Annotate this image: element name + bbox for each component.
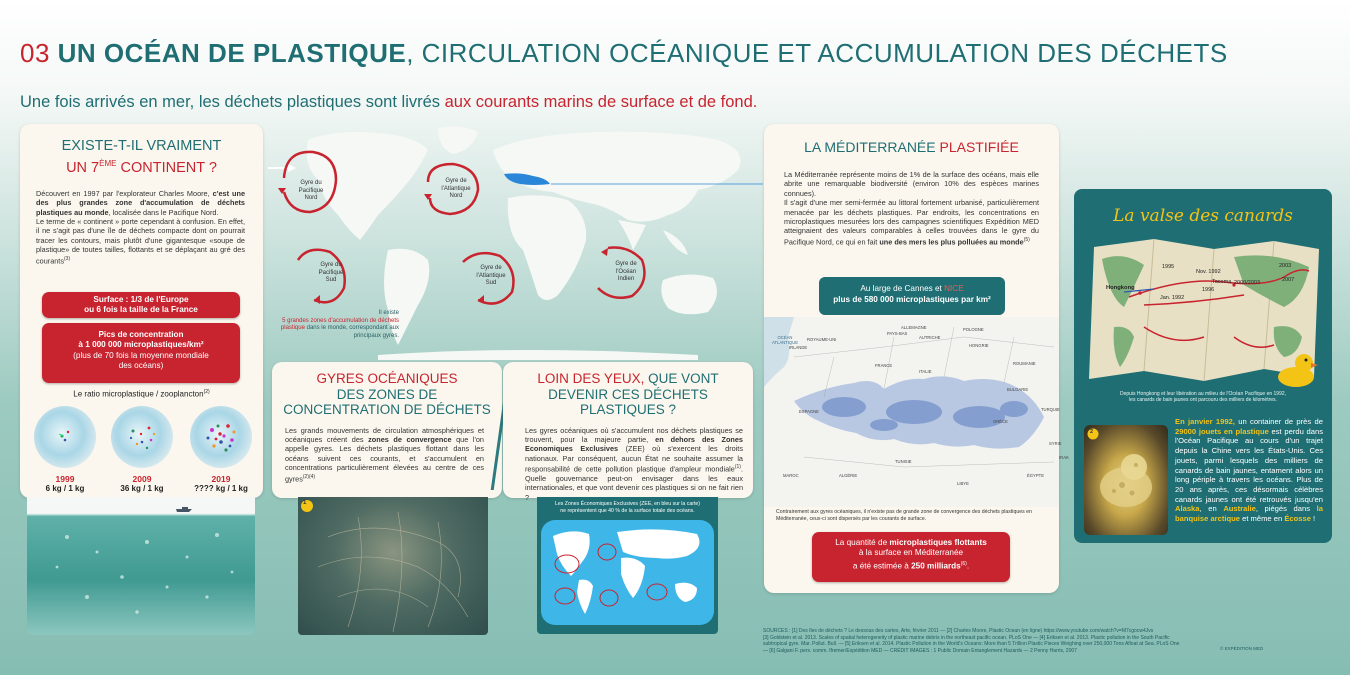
gyres-text-b: zones de convergence — [368, 434, 452, 444]
world-map — [268, 120, 763, 360]
ratio-text: Le ratio microplastique / zooplancton — [73, 389, 204, 399]
duck-text-i: la banquise arctique — [1175, 504, 1323, 524]
plankton-ball-icon — [190, 406, 252, 468]
duck-text-h: , piégés dans — [1255, 504, 1317, 514]
qty-l1a: La quantité de — [835, 538, 890, 547]
loin-text-c: (ZEE) où s'exercent les droits nationaux. Par conséquent, aucun État ne souhaite assumer la responsabilité de cette pollution plastique d'ampleur mondiale — [525, 444, 743, 474]
med-p2 — [784, 198, 1039, 246]
med-p2-b: une des mers les plus polluées au monde — [879, 237, 1024, 247]
label-tacoma: Tacoma — [1212, 279, 1232, 285]
surface-l1: Surface : 1/3 de l'Europe — [93, 295, 189, 304]
loin-text — [525, 426, 743, 503]
sources-line2: [3] Goldstein et al. 2013. Scales of spatial heterogeneity of plastic marine debris in the northeast pacific ocean. PLoS One — [4] Eriksen et al. 2013. Plastic pollution in the South Pacific — [763, 634, 1170, 641]
title-bold: UN OCÉAN DE PLASTIQUE — [57, 38, 407, 68]
p1c: , localisée dans le Pacifique Nord. — [108, 207, 219, 217]
cannes-l1a: Au large de Cannes et — [860, 284, 945, 293]
duck-photo — [1084, 425, 1168, 535]
gyre-line: Indien — [617, 276, 635, 282]
ocean-l1: OCÉAN — [777, 335, 793, 340]
zee-map — [537, 497, 718, 634]
loin-text-a: Les gyres océaniques où s'accumulent nos déchets plastiques se trouvent, pour la majeure partie, — [525, 425, 743, 444]
duck-text-f: , en — [1199, 504, 1224, 514]
loin-title-rest: QUE VONT DEVENIR CES DÉCHETS PLASTIQUES ? — [548, 371, 719, 417]
section-number: 03 — [20, 38, 50, 68]
zee-caption — [537, 501, 718, 514]
loin-title — [503, 371, 753, 418]
underwater-illustration — [27, 497, 255, 635]
gyre-line: Nord — [449, 193, 463, 199]
ratio-2009 — [111, 406, 173, 493]
zee-world-icon — [537, 514, 718, 629]
debris-illustration-icon — [27, 497, 255, 635]
duck-caption-l2: les canards de bain jaunes ont parcouru des milliers de kilomètres. — [1129, 397, 1277, 404]
country-label: ALLEMAGNE — [901, 325, 927, 330]
ratio-1999 — [34, 406, 96, 493]
pic-l4: des océans) — [118, 361, 164, 371]
pic-l3: (plus de 70 fois la moyenne mondiale — [73, 350, 209, 360]
duck-text-d: est perdu dans l'Océan Pacifique au cours d'un trajet depuis la Chine vers les États-Unis. Ces jouets, parmi lesquels des milliers de canards de bain jaunes, entament alors un long périple à travers les océans. Plus de 20 ans après, ces désormais célèbres canards jaunes ont été retrouvés jusqu'en — [1175, 426, 1323, 504]
subtitle-start: Une fois arrivés en mer, les déchets plastiques sont livrés — [20, 93, 441, 111]
ratio-value: 6 kg / 1 kg — [45, 484, 85, 493]
country-label: IRAK — [1059, 455, 1069, 460]
cannes-l1 — [819, 283, 1005, 294]
label-2007: 2007 — [1282, 277, 1295, 283]
duck-text-a: En janvier 1992, — [1175, 417, 1235, 426]
gyre-note — [271, 310, 399, 340]
gyre-label — [466, 265, 516, 288]
sources-line3: subtropical gyre. Mar. Pollut. Bull. — [5] Eriksen et al. 2014. Plastic Pollution in the World's Oceans: More than 5 Trillion Plastic Pieces Weighing over 250,000 Tons Afloat at Sea. PLoS One — [763, 641, 1180, 647]
qty-ref: (6) — [960, 560, 967, 567]
gyre-label — [601, 261, 651, 284]
gyre-line: l'Atlantique — [476, 272, 506, 279]
subtitle-end: aux courants marins de surface et de fond. — [440, 93, 758, 111]
country-label: TURQUIE — [1041, 407, 1060, 412]
gyre-line: Pacifique — [318, 269, 344, 276]
continent-p2 — [36, 217, 245, 265]
gyres-panel — [272, 362, 502, 498]
qty-l1b: microplastiques flottants — [889, 538, 987, 547]
country-label: SYRIE — [1049, 441, 1062, 446]
ratio-year: 2009 — [132, 474, 152, 484]
ghost-net-icon — [298, 497, 488, 635]
zee-caption-l2: ne représentent que 40 % de la surface totale des océans. — [560, 507, 695, 514]
med-p1: La Méditerranée représente moins de 1% de la surface des océans, mais elle abrite une remarquable biodiversité (environ 10% des espèces marines connues). — [784, 170, 1039, 198]
sources-line4: — [6] Galgani F. pers. comm. Ifremer/Expédition MED — CRÉDIT IMAGES : 1 Public Domain Entanglement Hazards — 2 Penny Harris, 2007 — [763, 647, 1077, 654]
country-label: ÉGYPTE — [1027, 473, 1044, 478]
page-subtitle — [20, 93, 757, 112]
country-label: ROUMANIE — [1013, 361, 1036, 366]
gyre-line: Nord — [304, 195, 318, 201]
country-label: PAYS-BAS — [887, 331, 908, 336]
qty-l3b: 250 milliards — [911, 561, 961, 571]
continent-title-line1: EXISTE-T-IL VRAIMENT — [61, 138, 222, 154]
med-p2-a: Il s'agit d'une mer semi-fermée au littoral fortement urbanisé, particulièrement menacée par les déchets plastiques. Par endroits, les concentrations en microplastiques mesurées lors des campagnes scientifiques Expédition MED atteignaient des valeurs comparables à celles trouvées dans le gyre du Pacifique Nord, ce qui en fait — [784, 198, 1039, 247]
qty-l3 — [812, 559, 1010, 572]
qty-end: . — [966, 561, 970, 571]
med-title — [764, 139, 1059, 156]
ratio-label — [20, 389, 263, 399]
continent-title-line2 — [20, 155, 263, 177]
p1a: Découvert en 1997 par l'explorateur Charles Moore, — [36, 188, 213, 198]
loin-text-b: en dehors des Zones Economiques Exclusives — [525, 434, 743, 454]
gyre-line: l'Atlantique — [441, 185, 471, 192]
gyre-line: Gyre de — [445, 178, 467, 184]
gyre-line: Sud — [325, 277, 337, 283]
zee-caption-l1: Les Zones Économiques Exclusives (ZEE, en bleu sur la carte) — [554, 501, 701, 507]
label-2000: 2000/2003 — [1234, 280, 1260, 286]
ratio-row — [34, 406, 254, 496]
gyre-line: Gyre de — [615, 261, 637, 267]
note-b: 5 grandes zones d'accumulation de déchets plastique — [280, 317, 399, 331]
country-label: LIBYE — [957, 481, 969, 486]
label-hongkong: Hongkong — [1106, 285, 1135, 291]
p1b: c'est une des plus grandes zone d'accumulation de déchets plastiques au monde — [36, 188, 246, 217]
country-label: POLOGNE — [963, 327, 984, 332]
label-nov1992: Nov. 1992 — [1196, 269, 1221, 275]
country-label: ITALIE — [919, 369, 932, 374]
gyre-line: Gyre du — [320, 262, 342, 268]
country-label: FRANCE — [875, 363, 893, 368]
title-7: UN 7 — [66, 159, 100, 176]
credit: © EXPÉDITION MED — [1220, 646, 1264, 651]
worn-duck-icon — [1084, 425, 1168, 535]
ocean-l2: ATLANTIQUE — [772, 340, 798, 345]
duck-text-e: Alaska — [1175, 504, 1200, 514]
rubber-duck-icon — [1274, 349, 1319, 389]
gyres-text-a: Les grands mouvements de circulation atmosphériques et océaniques créent des — [285, 425, 484, 444]
note-c: dans le monde, correspondant aux principaux gyres. — [304, 325, 399, 339]
gyre-line: l'Océan — [615, 268, 637, 275]
surface-l2: ou 6 fois la taille de la France — [84, 305, 198, 315]
med-panel — [764, 124, 1069, 593]
pic-l1: Pics de concentration — [98, 330, 184, 339]
p2-ref: (3) — [64, 255, 71, 262]
med-text — [784, 170, 1039, 247]
sources-line1: SOURCES : [1] Des îles de déchets ? Le dessous des cartes, Arte, février 2011 — [2] Charles Moore, Plastic Ocean (en ligne) https://www.youtube.com/watch?v=M7cgocw4Jvs — [763, 628, 1154, 634]
country-label: ALGÉRIE — [839, 473, 858, 478]
qty-l2: à la surface en Méditerranée — [858, 548, 964, 558]
duck-text-b: un container de près de — [1234, 417, 1323, 426]
continent-p1 — [36, 189, 245, 217]
ratio-year: 2019 — [211, 474, 231, 484]
continent-text — [36, 189, 245, 266]
qty-box — [812, 532, 1010, 582]
duck-text-l: ! — [1310, 514, 1316, 524]
continent-panel — [20, 124, 263, 498]
cannes-nice: NICE — [944, 284, 964, 293]
pic-l2: à 1 000 000 microplastiques/km² — [78, 340, 204, 350]
med-title-a: LA MÉDITERRANÉE — [804, 139, 940, 155]
gyres-text-c: que l'on appelle gyres. Les déchets plastiques flottant dans les océans suivent ces courants, et s'accumulent en concentrations particulièrement élevées au centre de ces gyres — [285, 434, 484, 483]
qty-l1 — [812, 538, 1010, 548]
gyres-text — [285, 426, 484, 484]
gyre-line: Pacifique — [298, 187, 324, 194]
gyre-label — [431, 178, 481, 201]
country-label: IRLANDE — [789, 345, 808, 350]
net-photo — [298, 497, 488, 635]
gyre-label — [306, 262, 356, 285]
duck-route-map — [1084, 237, 1324, 387]
duck-text-g: Australie — [1223, 504, 1256, 514]
ratio-2019 — [190, 406, 252, 493]
duck-text — [1175, 417, 1323, 524]
photo-number: 1 — [303, 500, 307, 506]
loin-panel — [503, 362, 753, 502]
gyres-title — [272, 371, 502, 418]
country-label: HONGRIE — [969, 343, 989, 348]
title-sup: ÈME — [99, 159, 117, 168]
ratio-value: 36 kg / 1 kg — [120, 484, 164, 493]
gyres-text-ref: (2)(4) — [302, 473, 316, 480]
canards-title: La valse des canards — [1113, 206, 1293, 226]
loin-title-red: LOIN DES YEUX, — [537, 371, 645, 386]
label-1996: 1996 — [1202, 287, 1215, 293]
gyre-label — [286, 180, 336, 203]
title-rest: , CIRCULATION OCÉANIQUE ET ACCUMULATION DES DÉCHETS — [406, 38, 1228, 68]
med-map — [764, 317, 1069, 507]
continent-title — [20, 138, 263, 177]
gyres-title-rest: DES ZONES DE CONCENTRATION DE DÉCHETS — [283, 386, 491, 417]
med-note: Contrairement aux gyres océaniques, il n'existe pas de grande zone de convergence des déchets plastiques en Méditerranée, ceux-ci sont dispersés par les courants de surface. — [776, 509, 1032, 522]
gyres-title-red: GYRES OCÉANIQUES — [316, 371, 458, 386]
country-label: ROYAUME-UNI — [807, 337, 837, 342]
country-label: TUNISIE — [895, 459, 912, 464]
title-continent: CONTINENT ? — [116, 159, 217, 176]
surface-box — [42, 292, 240, 318]
duck-photo-number: 2 — [1090, 429, 1094, 435]
ratio-value: ???? kg / 1 kg — [194, 484, 248, 493]
country-label: BULGARIE — [1007, 387, 1029, 392]
country-label: MAROC — [783, 473, 799, 478]
duck-text-c: 29000 jouets en plastique — [1175, 426, 1269, 436]
duck-text-j: et même en — [1240, 514, 1285, 524]
cannes-box — [819, 277, 1005, 315]
duck-map-caption — [1084, 391, 1322, 404]
ratio-year: 1999 — [55, 474, 75, 484]
plankton-ball-icon — [111, 406, 173, 468]
country-label: ESPAGNE — [799, 409, 819, 414]
page-title — [20, 38, 1228, 69]
plankton-ball-icon — [34, 406, 96, 468]
loin-text-ref: (1) — [734, 464, 741, 471]
label-1995: 1995 — [1162, 264, 1175, 270]
gyre-line: Gyre de — [480, 265, 502, 271]
med-p2-ref: (5) — [1023, 236, 1030, 243]
country-label: GRÈCE — [993, 419, 1008, 424]
qty-l3a: a été estimée à — [852, 561, 912, 571]
p2: Le terme de « continent » porte cependant à confusion. En effet, il ne s'agit pas d'une île de déchets compacte dont on pourrait tracer les contours, mais plutôt d'une gigantesque «soupe de plastique» de toutes tailles, flottants et se déplaçant au gré des courants — [36, 217, 245, 266]
ratio-ref: (2) — [203, 389, 210, 395]
gyre-line: Sud — [485, 280, 497, 286]
canards-panel — [1074, 189, 1332, 543]
cannes-l2: plus de 580 000 microplastiques par km² — [833, 295, 991, 304]
note-a: Il existe — [378, 310, 399, 316]
pic-box — [42, 323, 240, 383]
loin-text-d: . Quelle gouvernance peut-on envisager dans les eaux internationales, et que vont devenir ces plastiques si on ne fait rien ? — [525, 464, 743, 502]
country-labels — [779, 323, 1069, 503]
duck-text-k: Écosse — [1284, 514, 1311, 524]
label-2003: 2003 — [1279, 263, 1292, 269]
duck-caption-l1: Depuis Hongkong et leur libération au milieu de l'Océan Pacifique en 1992, — [1119, 391, 1287, 397]
gyre-line: Gyre du — [300, 180, 322, 186]
label-jan1992: Jan. 1992 — [1160, 295, 1185, 301]
country-label: AUTRICHE — [919, 335, 941, 340]
med-title-b: PLASTIFIÉE — [939, 139, 1019, 155]
